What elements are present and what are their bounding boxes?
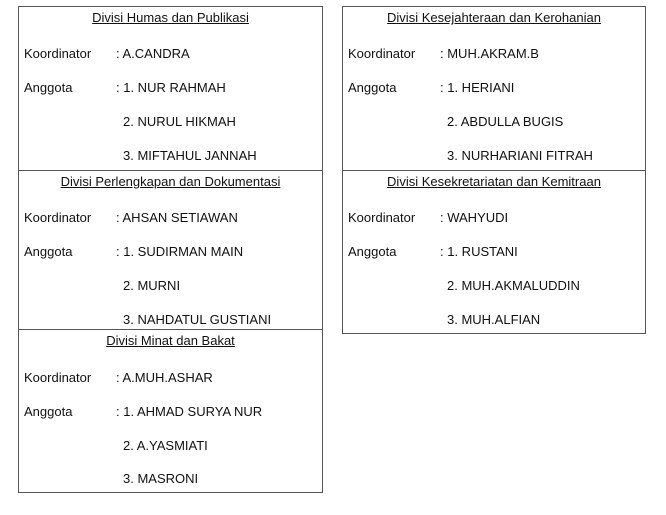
division-card-minat-bakat — [18, 329, 323, 493]
koordinator-label: Koordinator — [24, 46, 92, 61]
division-title: Divisi Minat dan Bakat — [106, 333, 235, 348]
division-card-perlengkapan — [18, 170, 323, 335]
anggota-row — [24, 80, 226, 95]
division-card-kesejahteraan — [342, 6, 646, 171]
koordinator-label: Koordinator — [24, 370, 92, 385]
member-1: : 1. AHMAD SURYA NUR — [116, 404, 263, 419]
anggota-label: Anggota — [24, 80, 73, 95]
member-1: : 1. NUR RAHMAH — [116, 80, 226, 95]
koordinator-value: : AHSAN SETIAWAN — [116, 210, 238, 225]
member-2: 2. MURNI — [123, 278, 181, 293]
koordinator-value: : A.CANDRA — [116, 46, 190, 61]
koordinator-row — [348, 46, 539, 61]
koordinator-label: Koordinator — [348, 46, 416, 61]
member-2: 2. MUH.AKMALUDDIN — [447, 278, 580, 293]
anggota-label: Anggota — [24, 404, 73, 419]
koordinator-row — [348, 210, 508, 225]
member-1: : 1. HERIANI — [440, 80, 515, 95]
member-1: : 1. SUDIRMAN MAIN — [116, 244, 244, 259]
koordinator-value: : A.MUH.ASHAR — [116, 370, 213, 385]
koordinator-label: Koordinator — [348, 210, 416, 225]
member-2: 2. A.YASMIATI — [123, 438, 208, 453]
anggota-row — [24, 404, 262, 419]
member-2: 2. NURUL HIKMAH — [123, 114, 236, 129]
koordinator-label: Koordinator — [24, 210, 92, 225]
member-1: : 1. RUSTANI — [440, 244, 518, 259]
division-title: Divisi Perlengkapan dan Dokumentasi — [60, 174, 281, 189]
koordinator-row — [24, 370, 213, 385]
anggota-row — [348, 244, 518, 259]
member-2: 2. ABDULLA BUGIS — [447, 114, 564, 129]
division-title: Divisi Humas dan Publikasi — [92, 10, 249, 25]
anggota-label: Anggota — [348, 244, 397, 259]
anggota-label: Anggota — [348, 80, 397, 95]
member-3: 3. MUH.ALFIAN — [447, 312, 541, 327]
koordinator-row — [24, 210, 238, 225]
koordinator-value: : MUH.AKRAM.B — [440, 46, 539, 61]
anggota-row — [24, 244, 243, 259]
division-card-humas — [18, 6, 323, 171]
member-3: 3. NURHARIANI FITRAH — [447, 148, 593, 163]
koordinator-value: : WAHYUDI — [440, 210, 509, 225]
anggota-label: Anggota — [24, 244, 73, 259]
anggota-row — [348, 80, 514, 95]
koordinator-row — [24, 46, 190, 61]
member-3: 3. MIFTAHUL JANNAH — [123, 148, 257, 163]
division-title: Divisi Kesejahteraan dan Kerohanian — [387, 10, 601, 25]
division-title: Divisi Kesekretariatan dan Kemitraan — [387, 174, 601, 189]
member-3: 3. MASRONI — [123, 471, 199, 486]
division-card-kesekretariatan — [342, 170, 646, 334]
member-3: 3. NAHDATUL GUSTIANI — [123, 312, 272, 327]
